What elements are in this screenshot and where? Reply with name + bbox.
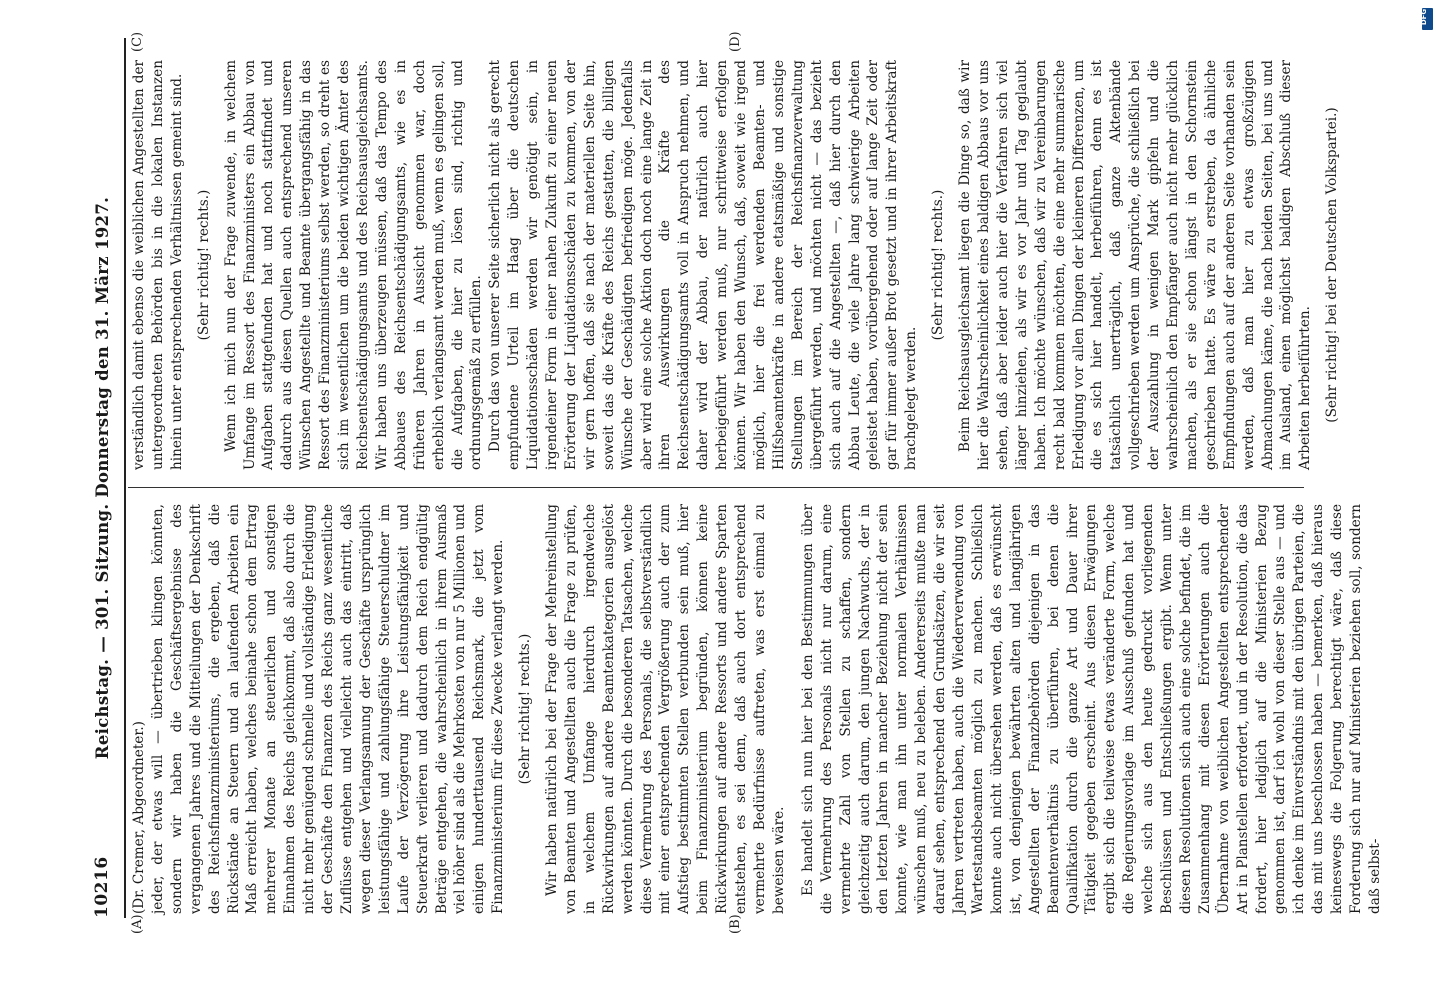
digitization-credit (1418, 0, 1434, 1000)
paragraph: Beim Reichsausgleichsamt liegen die Dinge so, daß wir hier die Wahrscheinlichkeit eines baldigen Abbaus vor uns sehen, daß aber leider auch hier die Verfahren sich viel länger hinziehen, als wir es vor Jahr und Tag geglaubt haben. Ich möchte wünschen, daß wir zu Vereinbarungen recht bald kommen möchten, die eine mehr summarische Erledigung vor allen Dingen der kleineren Differenzen, um die es sich hier handelt, herbeiführen, denn es ist tatsächlich unerträglich, daß ganze Aktenbände vollgeschrieben werden um Ansprüche, die schließlich bei der Auszahlung in wenigen Mark gipfeln und die wahrscheinlich den Empfänger auch nicht mehr glücklich machen, als er sie schon längst in den Schornstein geschrieben hatte. Es wäre zu erstreben, da ähnliche Empfindungen auch auf der anderen Seite vorhanden sein werden, daß man hier zu etwas großzügigen Abmachungen käme, die nach beiden Seiten, bei uns und im Ausland, einen möglichst baldigen Abschluß dieser Arbeiten herbeiführten. (957, 60, 1314, 470)
paragraph: Wenn ich mich nun der Frage zuwende, in welchem Umfange im Ressort des Finanzministers ein Abbau von Aufgaben stattgefunden hat und noch stattfindet und dadurch aus diesen Quellen auch entsprechend unseren Wünschen Angestellte und Beamte übergangsfähig in das Ressort des Finanzministeriums selbst werden, so dreht es sich im wesentlichen um die beiden wichtigen Ämter des Reichsentschädigungsamts und des Reichsausgleichsamts. Wir haben uns überzeugen müssen, daß das Tempo des Abbaues des Reichsentschädigungsamts, wie es in früheren Jahren in Aussicht genommen war, doch erheblich verlangsamt werden muß, wenn es gelingen soll, die Aufgaben, die hier zu lösen sind, richtig und ordnungsgemäß zu erfüllen. (222, 60, 485, 470)
header-rule (124, 38, 126, 918)
page-header (88, 38, 120, 918)
dfg-logo-text: DFG (1420, 8, 1429, 26)
paragraph: Durch das von unserer Seite sicherlich nicht als gerecht empfundene Urteil im Haag über die deutschen Liquidationsschäden werden wir genötigt sein, in irgendeiner Form in einer nahen Zukunft zu einer neuen Erörterung der Liquidationsschäden zu kommen, von der wir gern hoffen, daß sie nach der materiellen Seite hin, soweit das die Kräfte des Reichs gestatten, die billigen Wünsche der Geschädigten befriedigen möge. Jedenfalls aber wird eine solche Aktion doch noch eine lange Zeit in ihren Auswirkungen die Kräfte des Reichsentschädigungsamts voll in Anspruch nehmen, und daher wird der Abbau, der natürlich auch hier herbeigeführt werden muß, nur schrittweise erfolgen können. Wir haben den Wunsch, daß, soweit wie irgend möglich, hier die frei werdenden Beamten- und Hilfsbeamtenkräfte in andere etatsmäßige und sonstige Stellungen im Bereich der Reichsfinanzverwaltung übergeführt werden, und möchten nicht — das bezieht sich auch auf die Angestellten —, daß hier durch den Abbau Leute, die viele Jahre lang schwierige Arbeiten geleistet haben, vorübergehend oder auf lange Zeit oder gar für immer außer Brot gesetzt und in ihrer Arbeitskraft brachgelegt werden. (487, 60, 920, 470)
interjection: (Sehr richtig! rechts.) (517, 633, 534, 785)
page-number: 10216 (92, 856, 112, 918)
paragraph: Es handelt sich nun hier bei den Bestimmungen über die Vermehrung des Personals nicht nur darum, eine vermehrte Zahl von Stellen zu schaffen, sondern gleichzeitig auch darum, den jungen Nachwuchs, der in den letzten Jahren in mancher Beziehung nicht der sein konnte, wie man ihn unter normalen Verhältnissen wünschen muß, neu zu beleben. Andererseits mußte man darauf sehen, entsprechend den Grundsätzen, die wir seit Jahren vertreten haben, auch die Wiederverwendung von Wartestandsbeamten möglich zu machen. Schließlich konnte auch nicht übersehen werden, daß es erwünscht ist, von denjenigen bewährten alten und langjährigen Angestellten der Finanzbehörden diejenigen in das Beamtenverhältnis zu überführen, bei denen die Qualifikation durch die ganze Art und Dauer ihrer Tätigkeit gegeben erscheint. Aus diesen Erwägungen ergibt sich die teilweise etwas veränderte Form, welche die Regierungsvorlage im Ausschuß gefunden hat und welche sich aus den heute gedruckt vorliegenden Beschlüssen und Entschließungen ergibt. Wenn unter diesen Resolutionen sich auch eine solche befindet, die im Zusammenhang mit diesen Erörterungen auch die Übernahme von weiblichen Angestellten entsprechender Art in Planstellen erfordert, und in der Resolution, die das fordert, hier lediglich auf die Ministerien Bezug genommen ist, darf ich wohl von dieser Stelle aus — und ich denke im Einverständnis mit den übrigen Parteien, die das mit uns beschlossen haben — bemerken, daß hieraus keineswegs die Folgerung berechtigt wäre, daß diese Forderung sich nur auf Ministerien beziehen soll, sondern daß selbst- (799, 504, 1383, 914)
left-column (130, 504, 1383, 914)
margin-marker-d: (D) (728, 31, 743, 52)
speaker-line: (Dr. Cremer, Abgeordneter.) (131, 721, 147, 914)
paragraph: verständlich damit ebenso die weiblichen Angestellten der untergeordneten Behörden bis in die lokalen Instanzen hinein unter entsprechenden Verhältnissen gemeint sind. (131, 60, 185, 470)
interjection: (Sehr richtig! rechts.) (930, 189, 947, 341)
credit-text (1420, 0, 1436, 590)
margin-marker-a: (A) (130, 914, 145, 934)
interjection: (Sehr richtig! bei der Deutschen Volkspartei.) (1324, 107, 1341, 423)
interjection: (Sehr richtig! rechts.) (195, 189, 212, 341)
page-title: Reichstag. — 301. Sitzung. Donnerstag den 31. März 1927. (93, 196, 112, 760)
dfg-logo (1422, 8, 1433, 30)
column-divider (128, 487, 1304, 488)
margin-marker-b: (B) (728, 914, 743, 934)
paragraph: jeder, der etwas will — übertrieben klingen könnten, sondern wir haben die Geschäftsergebnisse des vergangenen Jahres und die Mitteilungen der Denkschrift des Reichsfinanzministeriums, die ergeben, daß die Rückstände an Steuern und an laufenden Arbeiten ein Maß erreicht haben, welches beinahe schon dem Ertrag mehrerer Monate an steuerlichen und sonstigen Einnahmen des Reichs gleichkommt, daß also durch die nicht mehr genügend schnelle und vollständige Erledigung der Geschäfte den Finanzen des Reichs ganz wesentliche Zuflüsse entgehen und vielleicht auch das eintritt, daß wegen dieser Verlangsamung der Geschäfte ursprünglich leistungsfähige und zahlungsfähige Steuerschuldner im Laufe der Verzögerung ihre Leistungsfähigkeit und Steuerkraft verlieren und dadurch dem Reich endgültig Beträge entgehen, die wahrscheinlich in ihrem Ausmaß viel höher sind als die Mehrkosten von nur 5 Millionen und einigen hunderttausend Reichsmark, die jetzt vom Finanzministerium für diese Zwecke verlangt werden. (149, 504, 507, 914)
margin-marker-c: (C) (130, 31, 145, 52)
right-column (130, 60, 1341, 470)
paragraph: Wir haben natürlich bei der Frage der Mehreinstellung von Beamten und Angestellten auch die Frage zu prüfen, in welchem Umfange hierdurch irgendwelche Rückwirkungen auf andere Beamtenkategorien ausgelöst werden könnten. Durch die besonderen Tatsachen, welche diese Vermehrung des Personals, die selbstverständlich mit einer entsprechenden Vergrößerung auch der zum Aufstieg bestimmten Stellen verbunden sein muß, hier beim Finanzministerium begründen, können keine Rückwirkungen auf andere Ressorts und andere Sparten entstehen, es sei denn, daß auch dort entsprechend vermehrte Bedürfnisse auftreten, was erst einmal zu beweisen wäre. (544, 504, 787, 914)
